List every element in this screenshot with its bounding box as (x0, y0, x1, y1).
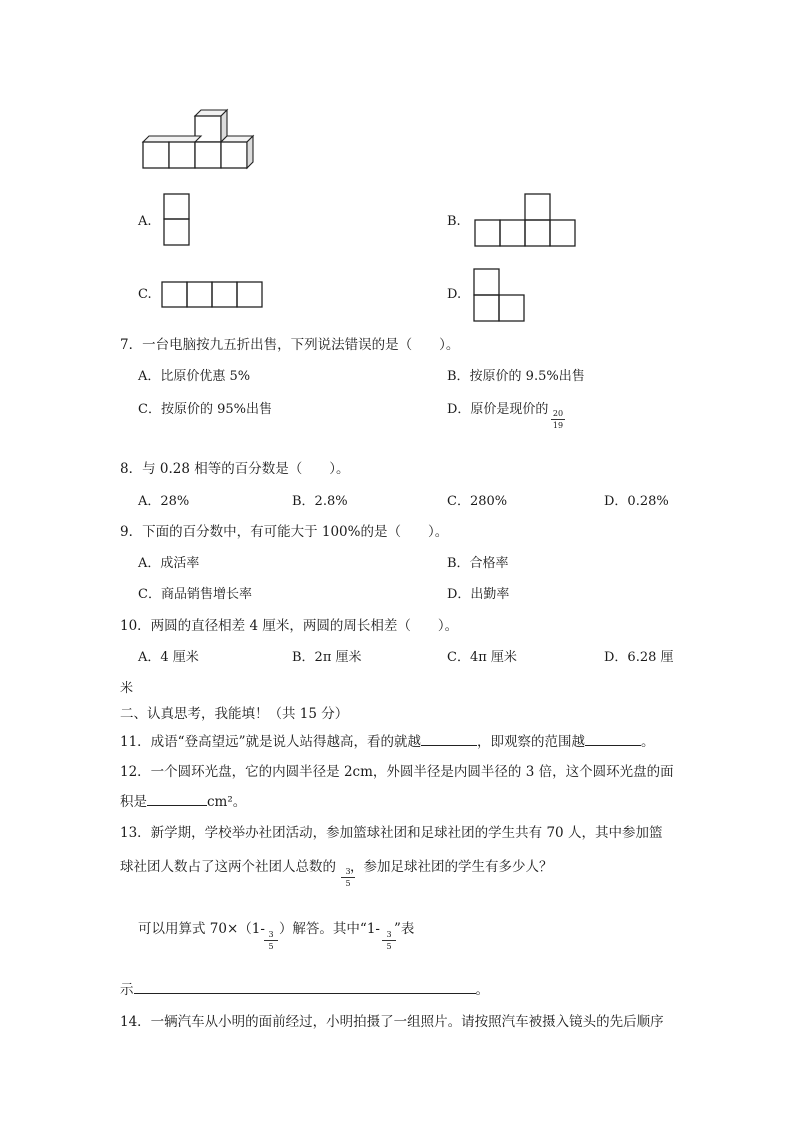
q11-text-part2: ，即观察的范围越 (476, 734, 585, 750)
q10-option-d: D．6.28 厘 (604, 650, 674, 665)
q6-option-b-figure (474, 193, 578, 249)
fraction-numerator: 20 (552, 409, 564, 418)
q14-question: 14．一辆汽车从小明的面前经过，小明拍摄了一组照片。请按照汽车被摄入镜头的先后顺序 (120, 1014, 664, 1030)
q7-option-b: B．按原价的 9.5%出售 (447, 369, 585, 384)
q8-option-c: C．280% (447, 494, 508, 509)
q6-option-d-label: D. (447, 287, 462, 302)
q7-option-d: D．原价是现价的 (447, 402, 549, 417)
q13-formula-c: ”表 (394, 921, 415, 937)
q6-option-c-label: C. (138, 287, 152, 302)
q13-text-d: 。 (475, 982, 489, 998)
q9-option-d: D．出勤率 (447, 587, 510, 602)
q7-option-a: A．比原价优惠 5% (138, 369, 251, 384)
q6-option-b-label: B. (447, 214, 461, 229)
q12-text-a: 积是 (120, 794, 147, 810)
q10-option-b: B．2π 厘米 (292, 650, 362, 665)
q10-option-a: A．4 厘米 (138, 650, 199, 665)
q13-formula-b: ）解答。其中“1- (278, 921, 380, 937)
q13-line-4 (120, 978, 489, 998)
q13-text-a: 球社团人数占了这两个社团人总数的 (120, 859, 336, 875)
q8-option-b: B．2.8% (292, 494, 348, 509)
q11-text-part3: 。 (640, 734, 655, 750)
q6-option-c-figure (161, 281, 265, 309)
q6-option-a-figure (163, 193, 191, 247)
q13-formula-a: 可以用算式 70×（1- (138, 921, 265, 937)
q12-line-1: 12．一个圆环光盘，它的内圆半径是 2cm，外圆半径是内圆半径的 3 倍，这个圆环光盘的面 (120, 764, 674, 780)
q11-question (120, 730, 654, 750)
fraction-denominator: 19 (552, 421, 564, 430)
q11-blank-1[interactable] (421, 733, 477, 746)
q9-option-c: C．商品销售增长率 (138, 587, 252, 602)
fraction-denominator: 5 (268, 942, 274, 951)
q12-blank[interactable] (147, 793, 207, 806)
q13-line-2 (120, 855, 553, 875)
q10-option-d-wrap: 米 (120, 681, 134, 696)
q7-option-d-fraction (551, 409, 565, 430)
q13-blank[interactable] (134, 981, 476, 994)
q13-text-b: ，参加足球社团的学生有多少人？ (350, 859, 553, 875)
q13-line-1: 13．新学期，学校举办社团活动，参加篮球社团和足球社团的学生共有 70 人，其中参加篮 (120, 825, 663, 841)
fraction-denominator: 5 (345, 879, 351, 888)
q13-fraction-3 (382, 930, 396, 951)
q13-text-c: 示 (120, 982, 134, 998)
q9-option-b: B．合格率 (447, 556, 509, 571)
q13-fraction-1 (341, 867, 355, 888)
q11-text-part1: 11．成语“登高望远”就是说人站得越高，看的就越 (120, 734, 421, 750)
cube-stack-figure (138, 104, 262, 174)
q12-text-b: cm²。 (207, 794, 247, 810)
q6-option-d-figure (473, 268, 527, 324)
q6-option-a-label: A. (138, 214, 152, 229)
q7-option-c: C．按原价的 95%出售 (138, 402, 272, 417)
q8-question: 8．与 0.28 相等的百分数是（ ）。 (120, 461, 350, 477)
fraction-numerator: 3 (345, 867, 351, 876)
q10-question: 10．两圆的直径相差 4 厘米，两圆的周长相差（ ）。 (120, 618, 459, 634)
fraction-numerator: 3 (386, 930, 392, 939)
fraction-denominator: 5 (386, 942, 392, 951)
fraction-numerator: 3 (268, 930, 274, 939)
q9-question: 9．下面的百分数中，有可能大于 100%的是（ ）。 (120, 524, 449, 540)
q11-blank-2[interactable] (585, 733, 641, 746)
q9-option-a: A．成活率 (138, 556, 200, 571)
section-2-title: 二、认真思考，我能填！（共 15 分） (120, 706, 349, 722)
q10-option-c: C．4π 厘米 (447, 650, 517, 665)
q8-option-a: A．28% (138, 494, 190, 509)
q13-fraction-2 (264, 930, 278, 951)
q7-question: 7．一台电脑按九五折出售，下列说法错误的是（ ）。 (120, 337, 460, 353)
q12-line-2 (120, 790, 246, 810)
q8-option-d: D．0.28% (604, 494, 669, 509)
